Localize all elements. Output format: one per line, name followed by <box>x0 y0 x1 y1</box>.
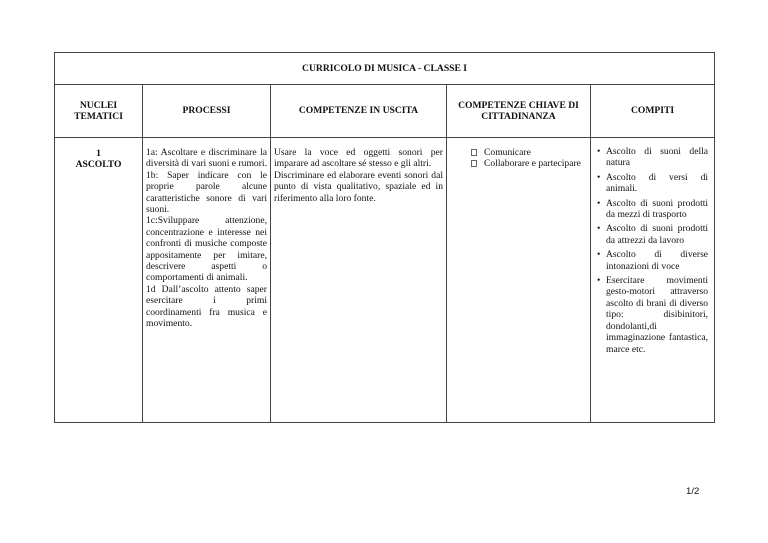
header-competenze-chiave <box>447 85 591 138</box>
processi-cell <box>143 138 271 423</box>
list-item <box>597 172 708 195</box>
compito-text: Esercitare movimenti gesto-motori attraverso ascolto di brani di diverso tipo: disibinitori, dondolanti,di immaginazione fantastica, marce etc. <box>606 275 709 355</box>
header-compiti: COMPITI <box>591 85 715 138</box>
header-nuclei-tematici <box>55 85 143 138</box>
processo-1c: 1c:Sviluppare attenzione, concentrazione e interesse nei confronti di musiche composte appositamente per imitare, descrivere aspetti o comportamenti di animali. <box>146 215 267 284</box>
header-nuclei-line-1: NUCLEI <box>79 99 118 111</box>
curriculum-table <box>54 52 715 423</box>
list-item <box>597 249 708 272</box>
competenze-chiave-list <box>447 138 590 170</box>
competenza-chiave-comunicare: Comunicare <box>484 147 531 158</box>
processo-1d: 1d Dall’ascolto attento saper esercitare i primi coordinamenti fra musica e movimento. <box>146 283 267 330</box>
header-nuclei-line-2: TEMATICI <box>74 111 123 122</box>
header-competenze-chiave-line-1: COMPETENZE CHIAVE DI <box>458 99 579 111</box>
list-item <box>597 223 708 246</box>
compito-text: Ascolto di versi di animali. <box>606 171 709 195</box>
page-number: 1/2 <box>686 486 700 497</box>
checkbox-square-icon <box>471 149 477 156</box>
competenze-chiave-cell <box>447 138 591 423</box>
bullet-icon: • <box>597 171 601 183</box>
nucleo-number: 1 <box>96 148 101 159</box>
compito-text: Ascolto di suoni prodotti da mezzi di trasporto <box>606 197 709 221</box>
bullet-icon: • <box>597 249 601 261</box>
competenza-uscita-2: Discriminare ed elaborare eventi sonori dal punto di vista qualitativo, spaziale ed in riferimento alla loro fonte. <box>274 169 443 204</box>
bullet-icon: • <box>597 275 601 287</box>
bullet-icon: • <box>597 223 601 235</box>
processo-1a: 1a: Ascoltare e discriminare la diversità di vari suoni e rumori. <box>146 147 267 170</box>
header-competenze-chiave-line-2: CITTADINANZA <box>481 111 556 122</box>
header-processi: PROCESSI <box>143 85 271 138</box>
list-item <box>597 146 708 169</box>
bullet-icon: • <box>597 146 601 157</box>
bullet-icon: • <box>597 197 601 209</box>
checkbox-square-icon <box>471 160 477 167</box>
list-item <box>471 147 590 158</box>
compiti-list <box>591 138 714 355</box>
compito-text: Ascolto di suoni prodotti da attrezzi da lavoro <box>606 223 709 246</box>
compito-text: Ascolto di suoni della natura <box>606 146 709 169</box>
list-item <box>597 198 708 221</box>
compiti-cell <box>591 138 715 423</box>
table-title: CURRICOLO DI MUSICA - CLASSE I <box>55 53 715 85</box>
competenza-chiave-collaborare: Collaborare e partecipare <box>484 158 581 170</box>
nucleo-cell <box>55 138 143 423</box>
list-item <box>471 158 590 169</box>
competenze-uscita-cell <box>271 138 447 423</box>
header-competenze-in-uscita: COMPETENZE IN USCITA <box>271 85 447 138</box>
processo-1b: 1b: Saper indicare con le proprie parole alcune caratteristiche sonore di vari suoni. <box>146 169 267 216</box>
compito-text: Ascolto di diverse intonazioni di voce <box>606 249 709 272</box>
competenza-uscita-1: Usare la voce ed oggetti sonori per imparare ad ascoltare sé stesso e gli altri. <box>274 147 443 170</box>
list-item <box>597 275 708 355</box>
nucleo-label: ASCOLTO <box>75 159 122 171</box>
